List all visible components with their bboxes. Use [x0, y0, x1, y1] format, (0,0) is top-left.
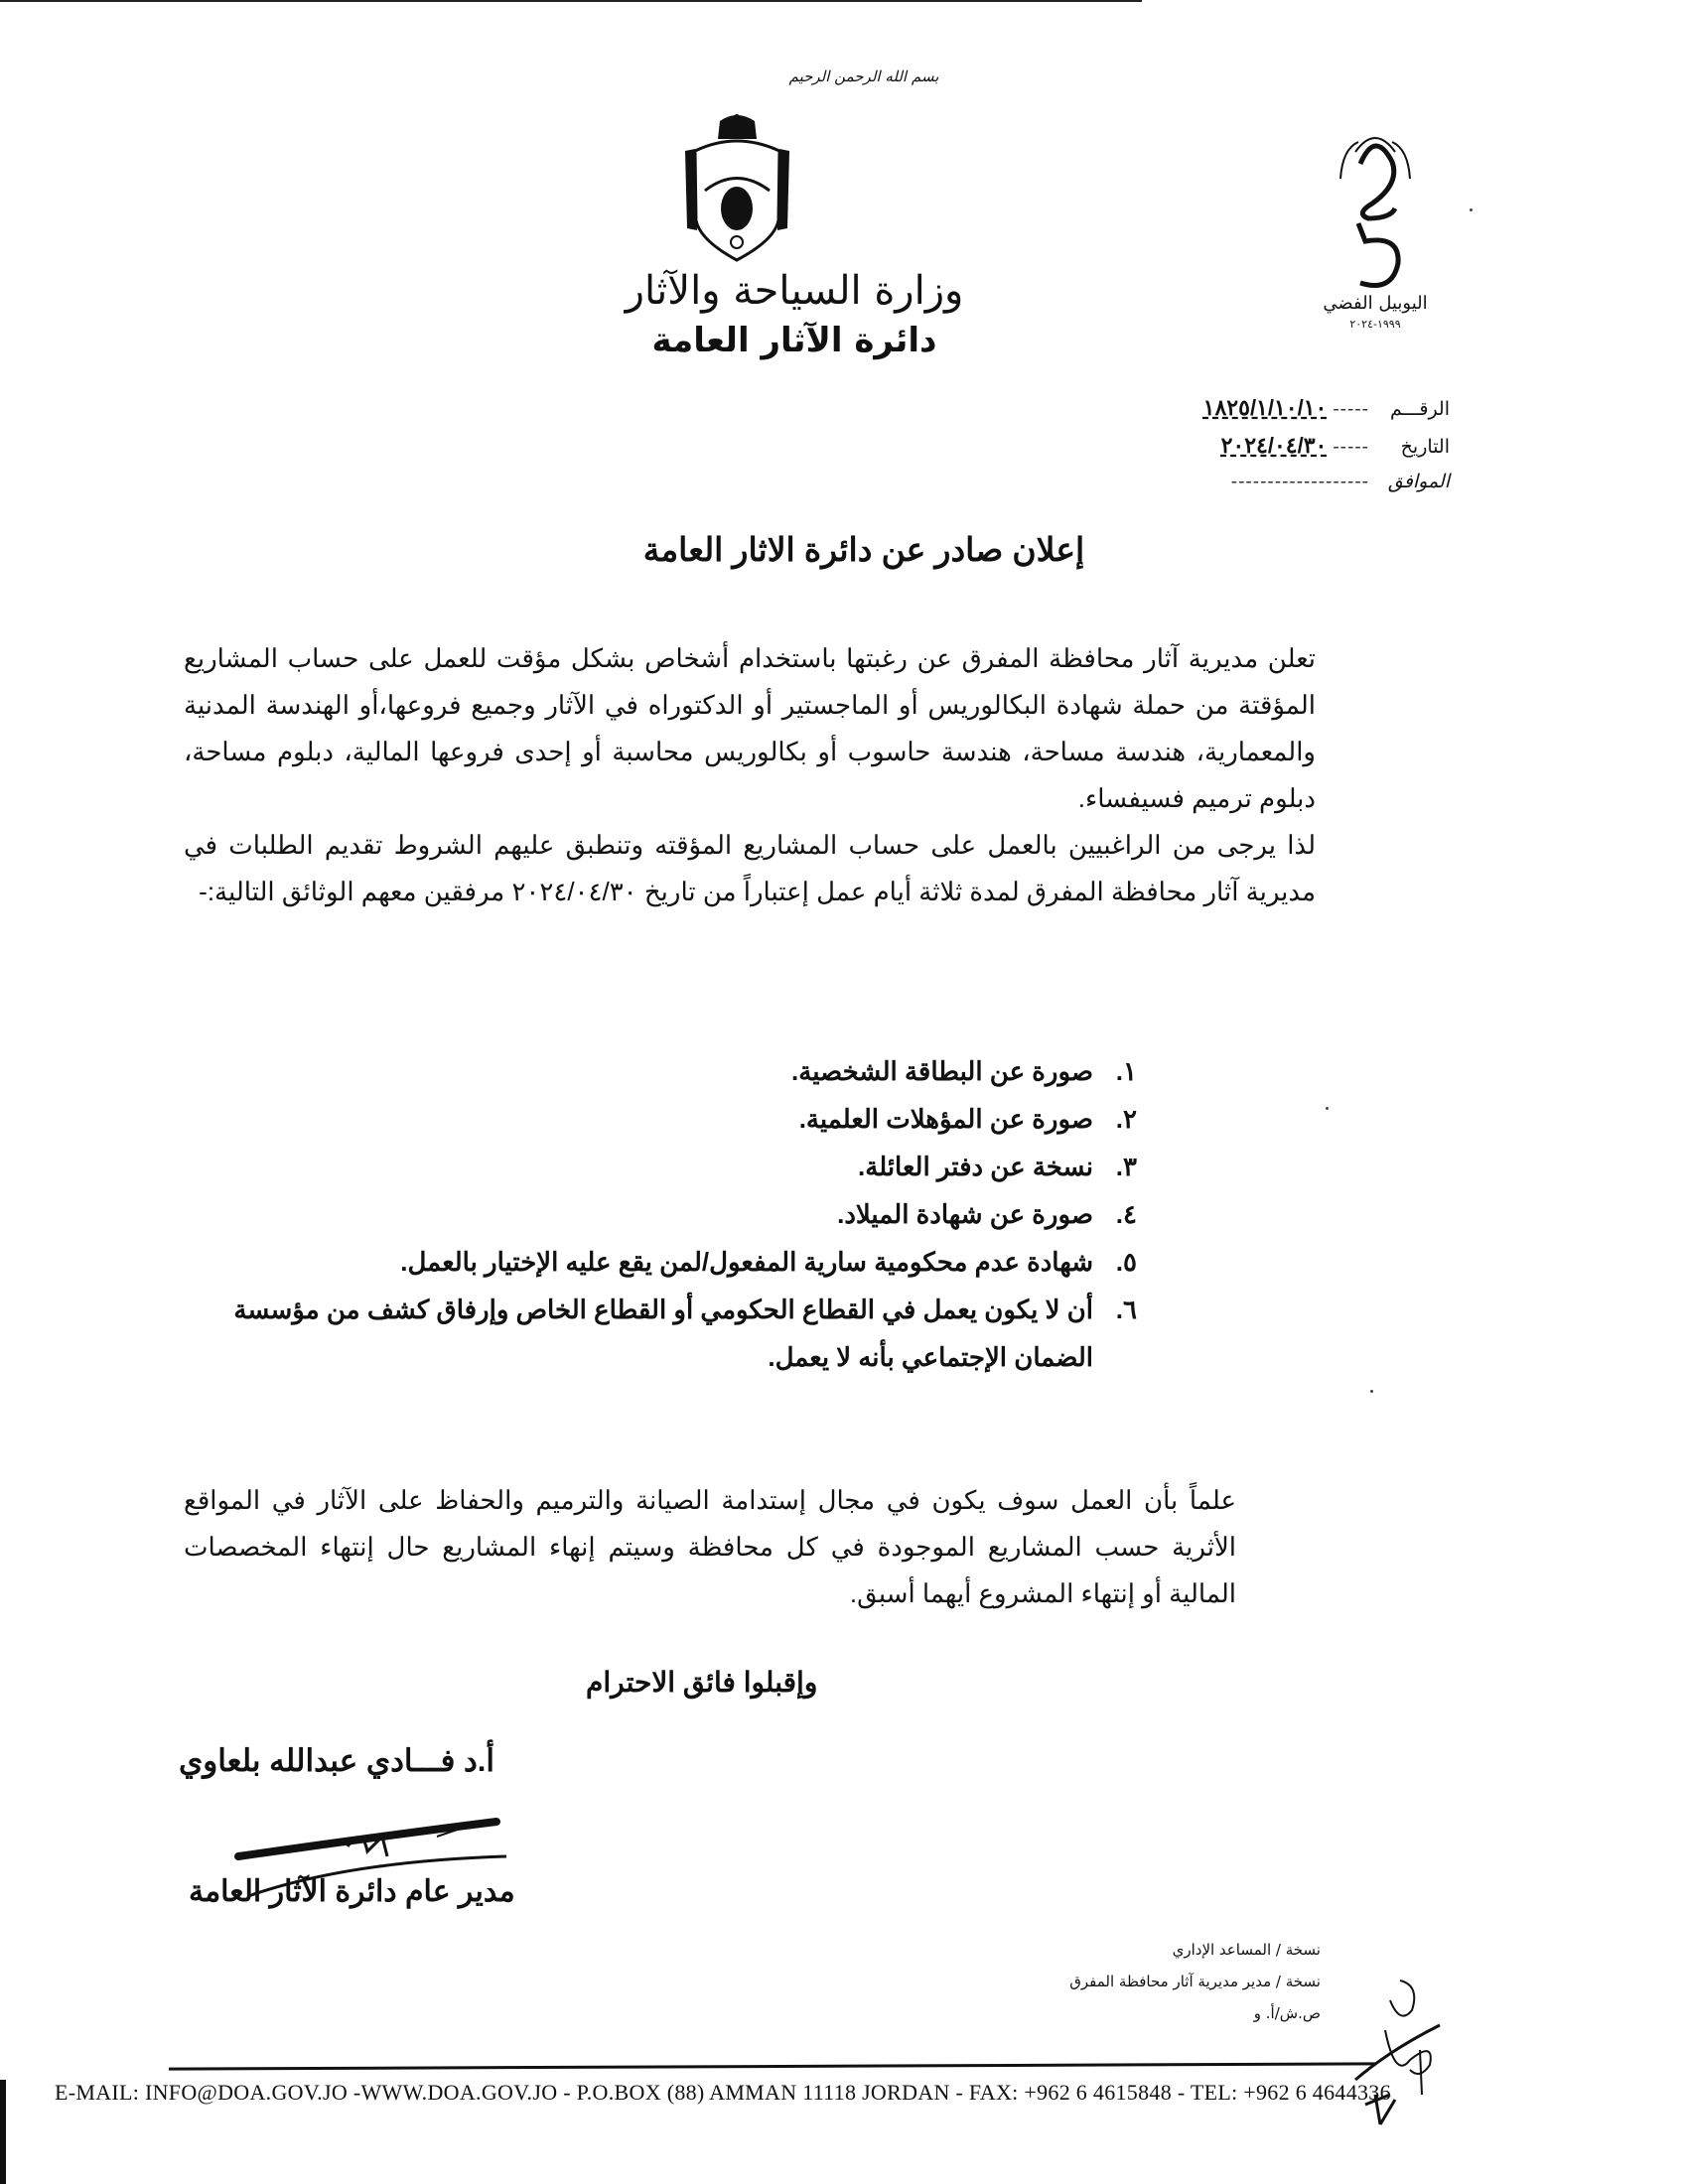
reference-number-value: ١٨٢٥/١/١٠/١٠ [1202, 395, 1328, 420]
list-item [184, 1190, 1296, 1238]
list-text: شهادة عدم محكومية سارية المفعول/لمن يقع عليه الإختيار بالعمل. [400, 1247, 1093, 1277]
reference-block [1102, 395, 1450, 508]
scan-speck [1326, 1107, 1329, 1110]
body-paragraph: لذا يرجى من الراغبيين بالعمل على حساب المشاريع المؤقته وتنطبق عليهم الشروط تقديم الطلبات في مديرية آثار محافظة المفرق لمدة ثلاثة أيام عمل إعتباراً من تاريخ ٢٠٢٤/٠٤/٣٠ مرفقين معهم الوثائق التالية:- [184, 830, 1316, 906]
signatory-position: مدير عام دائرة الآثار العامة [189, 1875, 515, 1908]
copy-recipient: نسخة / مدير مديرية آثار محافظة المفرق [1069, 1973, 1321, 1990]
scan-speck [1370, 1390, 1373, 1393]
jordan-coat-of-arms-icon [675, 111, 799, 270]
closing-salutation: وإقبلوا فائق الاحترام [586, 1667, 818, 1698]
notice-paragraph: علماً بأن العمل سوف يكون في مجال إستدامة الصيانة والترميم والحفاظ على الآثار في المواقع الأثرية حسب المشاريع الموجودة في كل محافظة وسيتم إنهاء المشاريع حال إنتهاء المخصصات المالية أو إنتهاء المشروع أيهما أسبق. [184, 1485, 1236, 1608]
list-number: ٤. [1115, 1199, 1137, 1229]
footer-tel: TEL: +962 6 4644336 [1190, 2080, 1391, 2105]
list-text: أن لا يكون يعمل في القطاع الحكومي أو القطاع الخاص وإرفاق كشف من مؤسسة الضمان الإجتماعي بأنه لا يعمل. [233, 1295, 1093, 1372]
list-number: ٦. [1115, 1295, 1137, 1324]
list-item [184, 1047, 1296, 1095]
handwritten-initials [1340, 1971, 1450, 2129]
list-number: ٢. [1115, 1104, 1137, 1134]
scan-top-edge [0, 0, 1142, 2]
jubilee-title: اليوبيل الفضي [1323, 293, 1428, 314]
reference-date-label: التاريخ [1400, 437, 1450, 458]
list-number: ٥. [1115, 1247, 1137, 1277]
footer-fax: FAX: +962 6 4615848 [968, 2080, 1173, 2105]
reference-number-row [1102, 395, 1450, 433]
footer-divider [169, 2062, 1375, 2070]
copy-initials: ص.ش/أ. و [1253, 2004, 1321, 2022]
jubilee-years: ١٩٩٩-٢٠٢٤ [1349, 318, 1401, 331]
footer-contact: E-MAIL: INFO@DOA.GOV.JO -WWW.DOA.GOV.JO - P.O.BOX (88) AMMAN 11118 JORDAN - FAX: +962 6 4615848 - TEL: +962 6 4644336 [55, 2080, 1391, 2105]
reference-date-row [1102, 433, 1450, 471]
announcement-title: إعلان صادر عن دائرة الاثار العامة [642, 531, 1085, 568]
footer-pobox: P.O.BOX (88) AMMAN 11118 JORDAN [576, 2080, 950, 2105]
list-text: صورة عن البطاقة الشخصية. [791, 1056, 1093, 1086]
copy-recipient: نسخة / المساعد الإداري [1172, 1941, 1321, 1959]
requirements-list [184, 1047, 1296, 1381]
ministry-name: وزارة السياحة والآثار [625, 268, 964, 314]
department-name: دائرة الآثار العامة [651, 321, 937, 360]
list-item [184, 1095, 1296, 1143]
list-number: ١. [1115, 1056, 1137, 1086]
dash-leader: ----- [1333, 399, 1369, 420]
reference-hijri-row [1102, 471, 1450, 508]
footer-website: WWW.DOA.GOV.JO [360, 2080, 558, 2105]
signatory-name: أ.د فـــادي عبدالله بلعاوي [179, 1743, 495, 1778]
jubilee-25-icon [1331, 124, 1420, 293]
list-number: ٣. [1115, 1152, 1137, 1181]
list-item [184, 1286, 1296, 1381]
scan-left-edge [0, 2080, 6, 2184]
basmala: بسم الله الرحمن الرحيم [788, 68, 939, 85]
list-text: نسخة عن دفتر العائلة. [858, 1152, 1093, 1181]
announcement-body [184, 635, 1316, 915]
copies-list [993, 1934, 1321, 2029]
reference-number-label: الرقـــم [1390, 399, 1450, 420]
list-text: صورة عن شهادة الميلاد. [837, 1199, 1093, 1229]
footer-email: E-MAIL: INFO@DOA.GOV.JO [55, 2080, 349, 2105]
dash-leader: ------------------- [1230, 472, 1369, 492]
list-item [184, 1238, 1296, 1286]
reference-hijri-label: الموافق [1387, 472, 1450, 492]
silver-jubilee-logo [1321, 124, 1430, 331]
body-paragraph: تعلن مديرية آثار محافظة المفرق عن رغبتها باستخدام أشخاص بشكل مؤقت للعمل على حساب المشاريع المؤقتة من حملة شهادة البكالوريس أو الماجستير أو الدكتوراه في الآثار وجميع فروعها،أو الهندسة المدنية والمعمارية، هندسة مساحة، هندسة حاسوب أو بكالوريس محاسبة أو إحدى فروعها المالية، دبلوم مساحة، دبلوم ترميم فسيفساء. [184, 643, 1316, 813]
dash-leader: ----- [1333, 437, 1369, 458]
reference-date-value: ٢٠٢٤/٠٤/٣٠ [1220, 433, 1328, 458]
scan-speck [1470, 208, 1473, 211]
list-item [184, 1143, 1296, 1190]
list-text: صورة عن المؤهلات العلمية. [798, 1104, 1093, 1134]
